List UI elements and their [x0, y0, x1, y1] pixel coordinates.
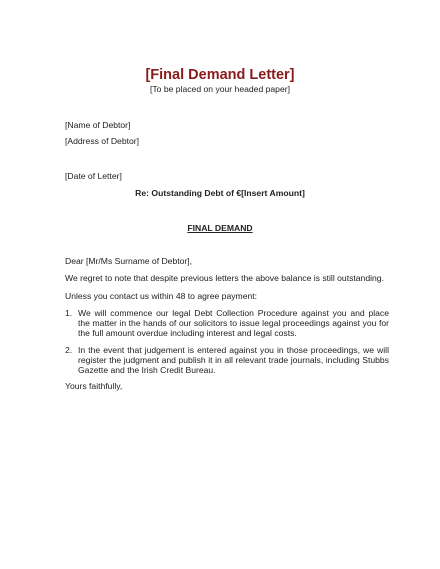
list-item-number: 1. — [65, 308, 73, 318]
list-item-line: register the judgment and publish it in all relevant trade journals, including Stubbs — [78, 355, 389, 365]
re-line: Re: Outstanding Debt of €[Insert Amount] — [135, 188, 305, 198]
closing: Yours faithfully, — [65, 381, 123, 391]
final-demand-heading: FINAL DEMAND — [187, 223, 253, 233]
list-item-line: the full amount overdue including interest and legal costs. — [78, 328, 297, 338]
list-item — [65, 308, 389, 340]
letter-subtitle: [To be placed on your headed paper] — [150, 84, 290, 94]
list-item-line: We will commence our legal Debt Collection Procedure against you and place — [78, 308, 389, 318]
letter-title: [Final Demand Letter] — [145, 67, 295, 83]
list-item-line: the matter in the hands of our solicitors to issue legal proceedings against you for — [78, 318, 389, 328]
list-item-line: In the event that judgement is entered against you in those proceedings, we will — [78, 345, 389, 355]
debtor-name: [Name of Debtor] — [65, 120, 131, 130]
list-item-text — [78, 345, 389, 375]
letter-date: [Date of Letter] — [65, 171, 122, 181]
list-item-text — [78, 308, 389, 338]
list-item-line: Gazette and the Irish Credit Bureau. — [78, 365, 216, 375]
paragraph-unless: Unless you contact us within 48 to agree payment: — [65, 291, 258, 301]
paragraph-regret: We regret to note that despite previous letters the above balance is still outstanding. — [65, 273, 384, 283]
salutation: Dear [Mr/Ms Surname of Debtor], — [65, 256, 193, 266]
debtor-address: [Address of Debtor] — [65, 136, 140, 146]
list-item-number: 2. — [65, 345, 73, 355]
list-item — [65, 345, 389, 377]
